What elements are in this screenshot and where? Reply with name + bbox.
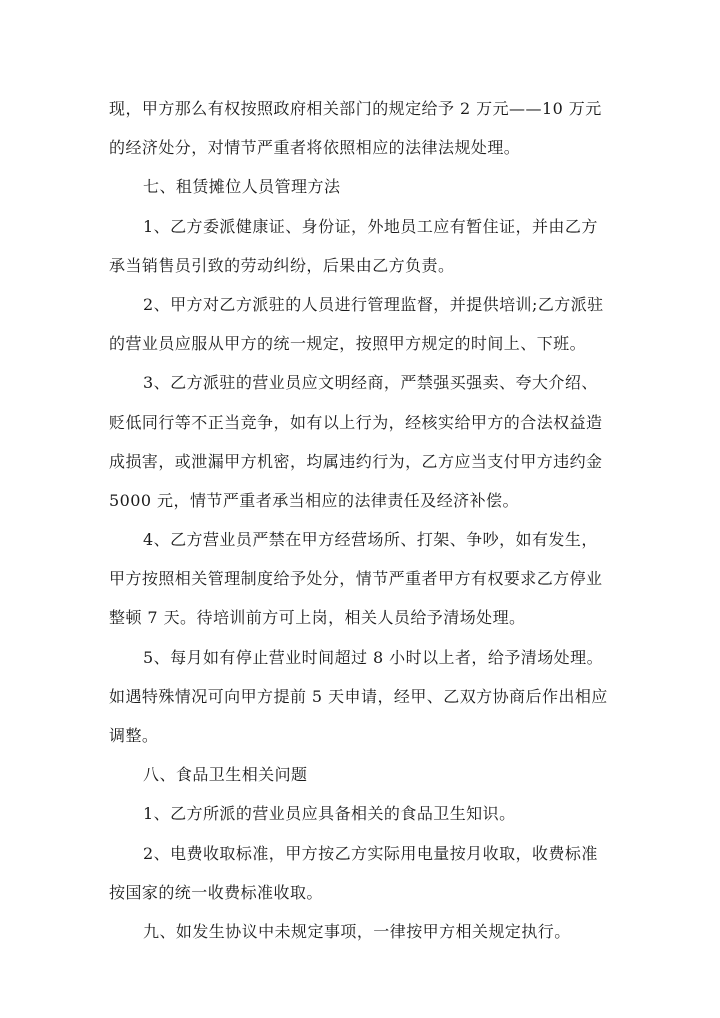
text-line: 1、乙方委派健康证、身份证，外地员工应有暂住证，并由乙方 <box>143 216 598 236</box>
text-line: 甲方按照相关管理制度给予处分，情节严重者甲方有权要求乙方停业 <box>109 569 603 589</box>
document-body <box>109 89 611 951</box>
paragraph-7-4 <box>109 520 611 638</box>
paragraph-8-1 <box>109 794 611 833</box>
text-line: 5000 元，情节严重者承当相应的法律责任及经济补偿。 <box>109 490 519 510</box>
text-line: 3、乙方派驻的营业员应文明经商，严禁强买强卖、夸大介绍、 <box>143 373 598 393</box>
text-line: 4、乙方营业员严禁在甲方经营场所、打架、争吵，如有发生， <box>143 530 598 550</box>
section-heading-8 <box>109 755 611 794</box>
text-line: 如遇特殊情况可向甲方提前 5 天申请，经甲、乙双方协商后作出相应 <box>109 686 608 706</box>
text-line: 的营业员应服从甲方的统一规定，按照甲方规定的时间上、下班。 <box>109 334 587 354</box>
paragraph-penalty-continuation <box>109 89 611 167</box>
heading-line: 八、食品卫生相关问题 <box>143 765 308 785</box>
text-line: 现，甲方那么有权按照政府相关部门的规定给予 2 万元——10 万元 <box>109 99 602 118</box>
paragraph-8-2 <box>109 834 611 912</box>
text-line: 5、每月如有停止营业时间超过 8 小时以上者，给予清场处理。 <box>143 647 604 667</box>
text-line: 按国家的统一收费标准收取。 <box>109 882 323 902</box>
text-line: 承当销售员引致的劳动纠纷，后果由乙方负责。 <box>109 255 455 275</box>
text-line: 贬低同行等不正当竞争，如有以上行为，经核实给甲方的合法权益造 <box>109 412 603 432</box>
heading-line: 九、如发生协议中未规定事项，一律按甲方相关规定执行。 <box>143 921 571 941</box>
text-line: 的经济处分，对情节严重者将依照相应的法律法规处理。 <box>109 138 521 158</box>
paragraph-7-2 <box>109 285 611 363</box>
text-line: 调整。 <box>109 726 159 745</box>
text-line: 2、甲方对乙方派驻的人员进行管理监督，并提供培训;乙方派驻 <box>143 294 604 314</box>
section-heading-9 <box>109 912 611 951</box>
heading-line: 七、租赁摊位人员管理方法 <box>143 177 341 197</box>
section-heading-7 <box>109 167 611 206</box>
paragraph-7-3 <box>109 363 611 520</box>
paragraph-7-5 <box>109 638 611 756</box>
text-line: 成损害，或泄漏甲方机密，均属违约行为，乙方应当支付甲方违约金 <box>109 451 603 471</box>
text-line: 2、电费收取标准，甲方按乙方实际用电量按月收取，收费标准 <box>143 843 598 863</box>
text-line: 1、乙方所派的营业员应具备相关的食品卫生知识。 <box>143 804 516 824</box>
paragraph-7-1 <box>109 207 611 285</box>
text-line: 整顿 7 天。待培训前方可上岗，相关人员给予清场处理。 <box>109 608 526 628</box>
